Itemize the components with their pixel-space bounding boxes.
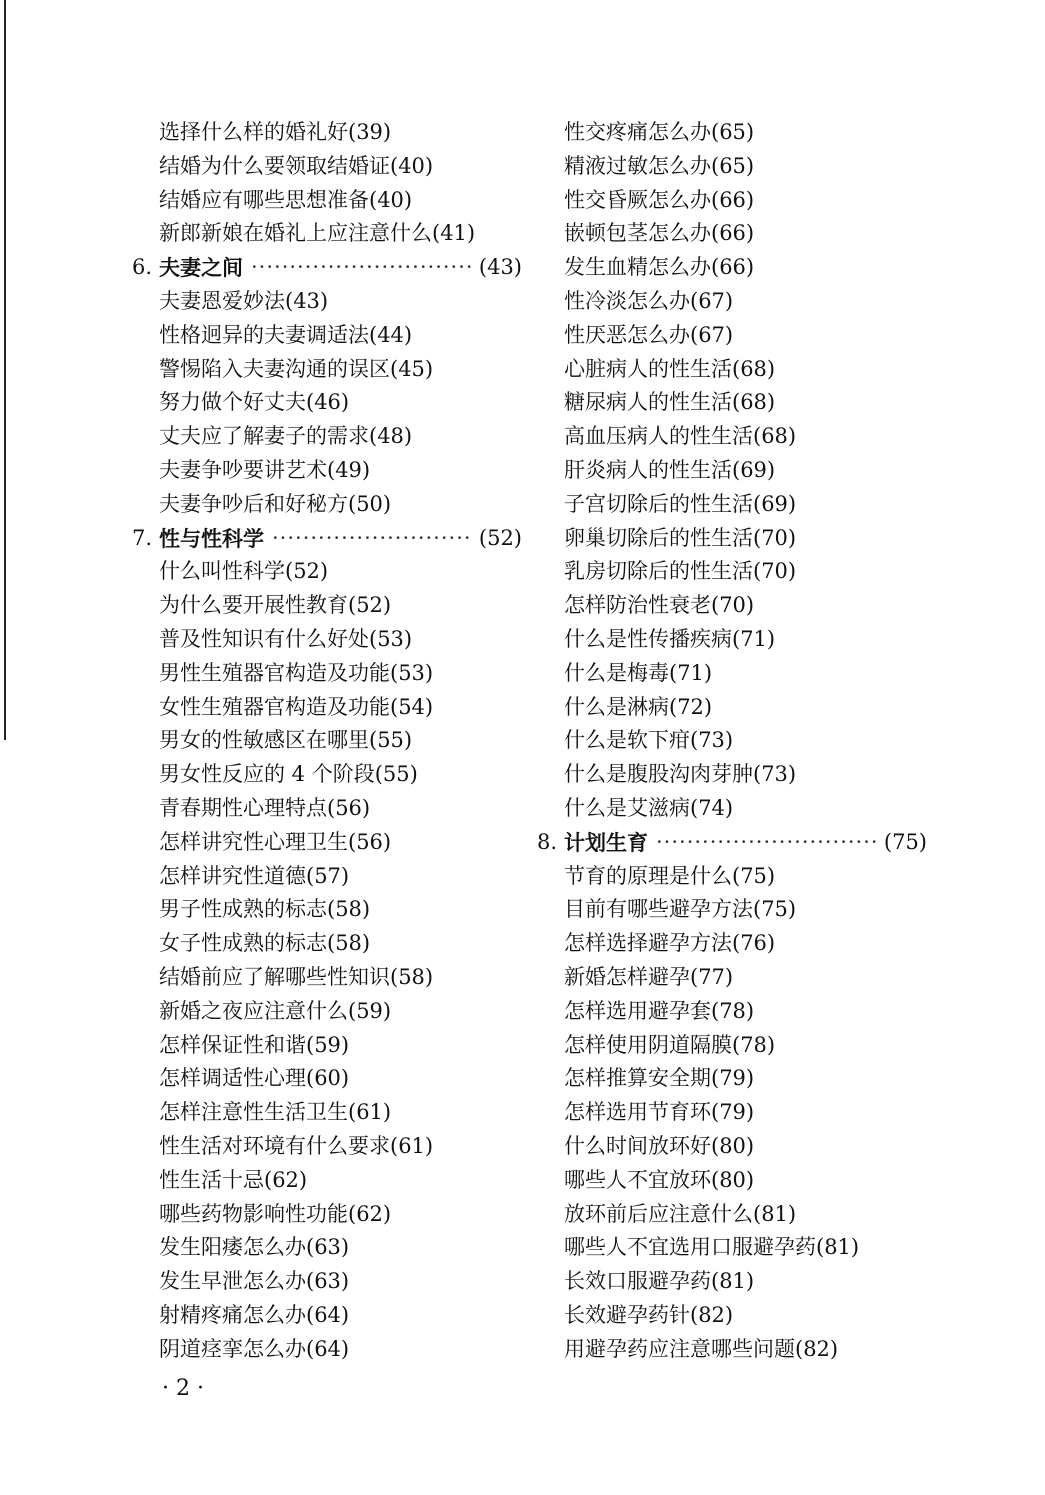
toc-entry: 性生活对环境有什么要求(61) [159,1133,434,1158]
toc-entry: 性交疼痛怎么办(65) [564,120,755,144]
toc-entry: 发生血精怎么办(66) [564,255,755,280]
toc-entry: 用避孕药应注意哪些问题(82) [564,1336,839,1361]
toc-entry: 发生早泄怎么办(63) [159,1269,350,1294]
section-title: 夫妻之间 [159,255,243,281]
toc-entry: 子宫切除后的性生活(69) [564,491,797,516]
toc-entry: 阴道痉挛怎么办(64) [159,1336,350,1361]
section-number: 8. [537,829,558,854]
toc-entry: 怎样防治性衰老(70) [564,593,755,618]
toc-entry: 什么是梅毒(71) [564,660,713,685]
toc-column-left [132,116,522,1366]
toc-entry: 高血压病人的性生活(68) [564,424,797,449]
toc-entry: 怎样选用节育环(79) [564,1100,755,1125]
section-page: (52) [478,525,522,550]
toc-entry: 怎样推算安全期(79) [564,1066,755,1091]
toc-entry: 为什么要开展性教育(52) [159,593,392,618]
toc-entry: 乳房切除后的性生活(70) [564,559,797,584]
toc-entry: 女性生殖器官构造及功能(54) [159,694,434,719]
toc-entry: 夫妻争吵要讲艺术(49) [159,457,371,482]
section-title: 性与性科学 [159,525,264,551]
section-page: (43) [478,255,522,280]
toc-entry: 卵巢切除后的性生活(70) [564,525,797,550]
toc-entry: 丈夫应了解妻子的需求(48) [159,424,413,449]
toc-entry: 糖尿病人的性生活(68) [564,390,776,415]
toc-section-heading [132,251,522,285]
toc-entry: 新婚之夜应注意什么(59) [159,998,392,1023]
toc-entry: 节育的原理是什么(75) [564,863,776,888]
toc-entry: 警惕陷入夫妻沟通的误区(45) [159,356,434,381]
toc-entry: 发生阳痿怎么办(63) [159,1235,350,1260]
toc-entry: 怎样保证性和谐(59) [159,1032,350,1057]
toc-entry: 长效口服避孕药(81) [564,1269,755,1294]
toc-entry: 什么是淋病(72) [564,694,713,719]
toc-entry: 怎样讲究性道德(57) [159,863,350,888]
toc-entry: 放环前后应注意什么(81) [564,1201,797,1226]
section-number: 7. [132,525,153,550]
toc-entry: 青春期性心理特点(56) [159,795,371,820]
toc-entry: 怎样注意性生活卫生(61) [159,1100,392,1125]
toc-entry: 怎样调适性心理(60) [159,1066,350,1091]
toc-entry: 性冷淡怎么办(67) [564,288,734,313]
toc-column-right [537,116,927,1366]
toc-entry: 嵌顿包茎怎么办(66) [564,221,755,246]
toc-entry: 普及性知识有什么好处(53) [159,626,413,651]
toc-entry: 结婚前应了解哪些性知识(58) [159,964,434,989]
toc-entry: 精液过敏怎么办(65) [564,153,755,178]
toc-entry: 什么是艾滋病(74) [564,795,734,820]
toc-entry: 努力做个好丈夫(46) [159,390,350,415]
section-number: 6. [132,255,153,280]
toc-entry: 男性生殖器官构造及功能(53) [159,660,434,685]
toc-entry: 性交昏厥怎么办(66) [564,187,755,212]
toc-entry: 长效避孕药针(82) [564,1302,734,1327]
toc-entry: 性生活十忌(62) [159,1167,308,1192]
toc-entry: 哪些药物影响性功能(62) [159,1201,392,1226]
toc-entry: 目前有哪些避孕方法(75) [564,897,797,922]
dot-leader [656,826,876,860]
toc-entry: 选择什么样的婚礼好(39) [159,120,392,144]
dot-leader [251,251,471,285]
section-page: (75) [883,829,927,854]
section-title: 计划生育 [564,829,648,855]
toc-entry: 男女性反应的 4 个阶段(55) [159,762,418,787]
toc-entry: 什么是性传播疾病(71) [564,626,776,651]
toc-entry: 夫妻恩爱妙法(43) [159,288,329,313]
toc-entry: 新郎新娘在婚礼上应注意什么(41) [159,221,476,246]
toc-entry: 性格迥异的夫妻调适法(44) [159,322,413,347]
toc-entry: 新婚怎样避孕(77) [564,964,734,989]
toc-entry: 射精疼痛怎么办(64) [159,1302,350,1327]
toc-entry: 什么时间放环好(80) [564,1133,755,1158]
toc-entry: 性厌恶怎么办(67) [564,322,734,347]
toc-entry: 男子性成熟的标志(58) [159,897,371,922]
toc-entry: 怎样使用阴道隔膜(78) [564,1032,776,1057]
toc-section-heading [132,522,522,556]
toc-entry: 夫妻争吵后和好秘方(50) [159,491,392,516]
toc-entry: 哪些人不宜放环(80) [564,1167,755,1192]
toc-entry: 怎样选用避孕套(78) [564,998,755,1023]
toc-entry: 肝炎病人的性生活(69) [564,457,776,482]
toc-section-heading [537,826,927,860]
toc-entry: 怎样讲究性心理卫生(56) [159,829,392,854]
toc-entry: 女子性成熟的标志(58) [159,931,371,956]
toc-entry: 哪些人不宜选用口服避孕药(81) [564,1235,860,1260]
toc-entry: 什么是腹股沟肉芽肿(73) [564,762,797,787]
page-number: · 2 · [162,1376,204,1401]
page-edge-rule [4,0,6,740]
toc-entry: 怎样选择避孕方法(76) [564,931,776,956]
toc-entry: 男女的性敏感区在哪里(55) [159,728,413,753]
toc-entry: 什么叫性科学(52) [159,559,329,584]
toc-entry: 心脏病人的性生活(68) [564,356,776,381]
dot-leader [272,522,471,556]
toc-entry: 结婚应有哪些思想准备(40) [159,187,413,212]
toc-entry: 什么是软下疳(73) [564,728,734,753]
toc-entry: 结婚为什么要领取结婚证(40) [159,153,434,178]
